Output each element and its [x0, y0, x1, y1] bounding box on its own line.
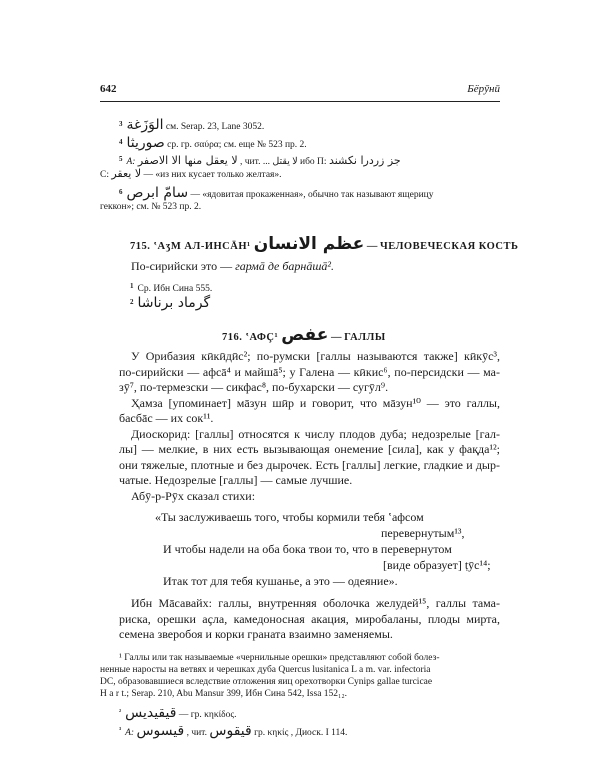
- body-line: риска, орешки аҫла, камедоносная акация, миробаланы, плоды мирта,: [119, 611, 500, 626]
- footnote-6-cont: геккон»; см. № 523 пр. 2.: [100, 202, 202, 212]
- body-line: зӯ⁷, по-термезски — сикфас⁸, по-бухарски — сугӯл⁹.: [119, 380, 389, 394]
- poem-line: перевернутым¹³,: [381, 526, 465, 540]
- body-line: Абӯ-р-Рӯх сказал стихи:: [131, 488, 256, 503]
- body-line: лы] — мелкие, в них есть вызывающая онемение [сила], как у фақда¹²;: [119, 442, 500, 456]
- entry-715-heading: 715. ʽАʒМ АЛ-ИНСĀН¹ عظم الانسان — ЧЕЛОВЕЧЕСКАЯ КОСТЬ: [130, 234, 519, 254]
- poem-line: [виде образует] ṭӯс¹⁴;: [383, 558, 491, 572]
- poem-line: «Ты заслуживаешь того, чтобы кормили тебя ʽафсом: [155, 510, 424, 524]
- page-number: 642: [100, 83, 117, 95]
- entry-716-body-2: [119, 596, 500, 643]
- footnote-5-cont: C: لا يعقر — «из них кусает только желтая».: [100, 167, 282, 180]
- poem-line: Итак тот для тебя кушанье, а это — одеяние».: [163, 574, 398, 588]
- entry-716-heading: 716. ʽАФҪ¹ عفص — ГАЛЛЫ: [222, 325, 386, 345]
- mid-footnote-2: $^2$ گرماد برناشا: [130, 295, 211, 311]
- body-line: басбāс — их сок¹¹.: [119, 411, 214, 425]
- bottom-footnote-2: $^{^2}$ قيقيديس — гр. κηκίδος.: [119, 705, 237, 721]
- running-title: Бёрӯнӣ: [467, 83, 500, 95]
- bottom-footnote-1: ¹ Галлы или так называемые «чернильные орешки» представляют собой болез- ненные наросты на ветвях и черешках дуба Quercus lusitanica L a m. var. infectoria DC, образовавшиеся вследствие отложения яиц орехотворки Cynips gallae turcicae H a r t.; Serap. 210, Abu Mansur 399, Ибн Сина 542, Issa 152₁₂.: [100, 653, 440, 699]
- page-header: [100, 83, 500, 99]
- body-line: они тяжелые, плотные и без дырочек. Есть [галлы] легкие, гладкие и дыр-: [119, 457, 500, 472]
- body-line: Диоскорид: [галлы] относятся к числу плодов дуба; недозрелые [гал-: [131, 426, 500, 441]
- body-line: чатые. Недозрелые [галлы] — самые лучшие.: [119, 473, 353, 487]
- mid-footnote-1: $^1$ Ср. Ибн Сина 555.: [130, 282, 213, 294]
- body-line: Ҳамза [упоминает] мāзун шӣр и говорит, что мāзун¹⁰ — это галлы,: [131, 395, 500, 410]
- footnote-3: $^3$ الوَزَغة см. Serap. 23, Lane 3052.: [119, 117, 265, 133]
- body-line: семена зверобоя и корки граната взаимно заменяемы.: [119, 627, 393, 641]
- body-line: по-сирийски — афсā⁴ и майшā⁵; у Галена — кӣкис⁶, по-персидски — ма-: [119, 364, 500, 379]
- footnote-6: $^6$ سامّ ابرص — «ядовитая прокаженная», обычно так называют ящерицу: [119, 185, 434, 201]
- body-line: Ибн Māсавайх: галлы, внутренняя оболочка желудей¹⁵, галлы тама-: [131, 596, 500, 610]
- poem-line: И чтобы надели на оба бока твои то, что в перевернутом: [163, 542, 452, 556]
- footnote-5: $^5$ A: لا يعقل منها الا الاصفر , чит. ... لا يقتل ибо П: جز زردرا نكشند: [119, 154, 401, 167]
- header-rule: [100, 101, 500, 102]
- footnote-4: $^4$ صوريثا ср. гр. σαύρα; см. еще № 523 пр. 2.: [119, 135, 307, 151]
- body-line: У Орибазия кӣкӣдӣс²; по-румски [галлы называются также] кӣкӯс³,: [131, 349, 500, 363]
- entry-715-body: По-сирийски это — гармā де барнāшā².: [131, 259, 335, 273]
- bottom-footnote-3: $^{^3}$ A: قيسوس , чит. قيقوس гр. κηκίς , Диоск. I 114.: [119, 723, 348, 739]
- entry-716-body: [119, 349, 500, 504]
